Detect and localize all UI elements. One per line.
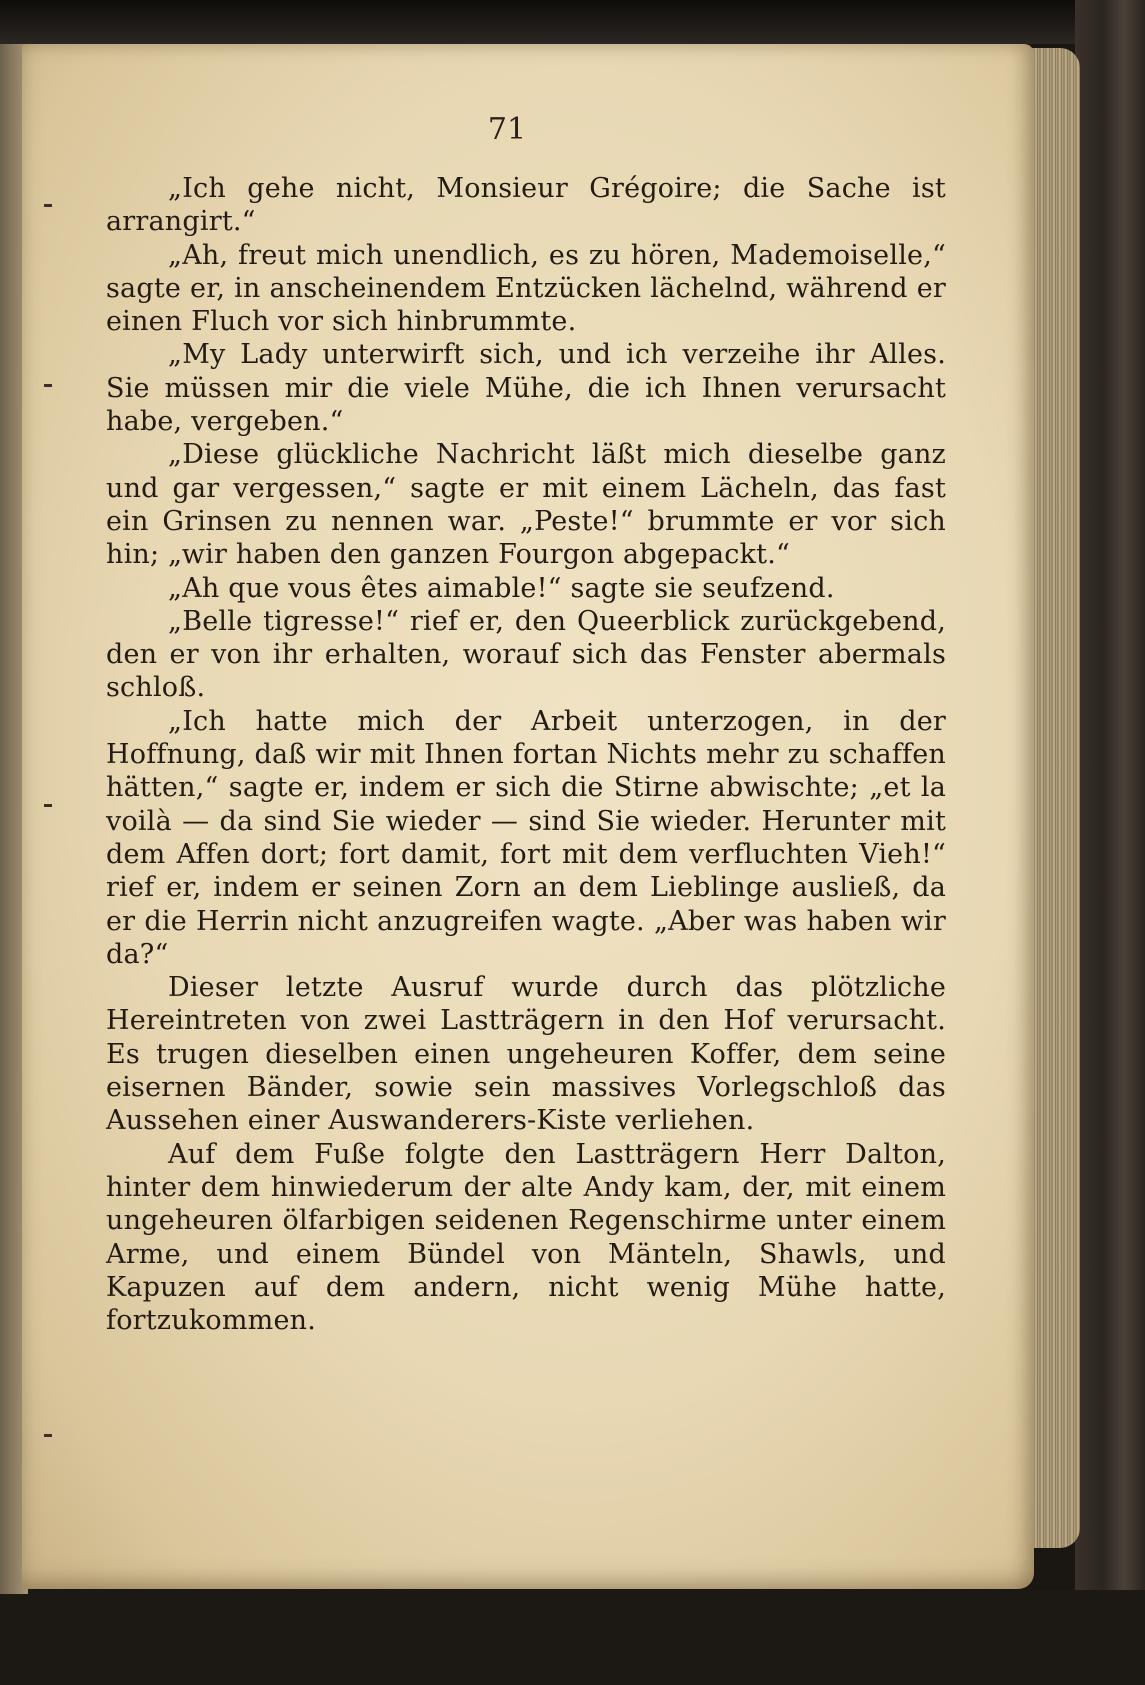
paragraph: „Ich gehe nicht, Monsieur Grégoire; die Sache ist arrangirt.“ <box>106 173 946 238</box>
page-number: 71 <box>487 112 527 147</box>
margin-mark <box>44 804 52 807</box>
scanner-background-bottom <box>0 1590 1145 1685</box>
paragraph: „Diese glückliche Nachricht läßt mich dieselbe ganz und gar vergessen,“ sagte er mit einem Lächeln, das fast ein Grinsen zu nennen war. „Peste!“ brummte er vor sich hin; „wir haben den ganzen Fourgon abgepackt.“ <box>106 439 946 571</box>
margin-mark <box>44 204 52 207</box>
body-text <box>106 172 946 1337</box>
paragraph: „Belle tigresse!“ rief er, den Queerblick zurückgebend, den er von ihr erhalten, worauf sich das Fenster abermals schloß. <box>106 605 946 704</box>
paragraph: „My Lady unterwirft sich, und ich verzeihe ihr Alles. Sie müssen mir die viele Mühe, die ich Ihnen verursacht habe, vergeben.“ <box>106 339 946 438</box>
paragraph: Dieser letzte Ausruf wurde durch das plötzliche Hereintreten von zwei Lastträgern in den Hof verursacht. Es trugen dieselben einen ungeheuren Koffer, dem seine eisernen Bänder, sowie sein massives Vorlegschloß das Aussehen einer Auswanderers-Kiste verliehen. <box>106 972 946 1137</box>
margin-mark <box>44 384 52 387</box>
book-page <box>22 44 1034 1589</box>
margin-mark <box>44 1434 52 1437</box>
paragraph: Auf dem Fuße folgte den Lastträgern Herr Dalton, hinter dem hinwiederum der alte Andy kam, der, mit einem ungeheuren ölfarbigen seidenen Regenschirme unter einem Arme, und einem Bündel von Mänteln, Shawls, und Kapuzen auf dem andern, nicht wenig Mühe hatte, fortzukommen. <box>106 1138 946 1337</box>
book-cover-edge <box>1075 0 1145 1685</box>
paragraph: „Ich hatte mich der Arbeit unterzogen, in der Hoffnung, daß wir mit Ihnen fortan Nichts mehr zu schaffen hätten,“ sagte er, indem er sich die Stirne abwischte; „et la voilà — da sind Sie wieder — sind Sie wieder. Herunter mit dem Affen dort; fort damit, fort mit dem verfluchten Vieh!“ rief er, indem er seinen Zorn an dem Lieblinge ausließ, da er die Herrin nicht anzugreifen wagte. „Aber was haben wir da?“ <box>106 705 946 970</box>
scanner-background-top <box>0 0 1145 44</box>
paragraph: „Ah, freut mich unendlich, es zu hören, Mademoiselle,“ sagte er, in anscheinendem Entzücken lächelnd, während er einen Fluch vor sich hinbrummte. <box>106 239 946 338</box>
paragraph: „Ah que vous êtes aimable!“ sagte sie seufzend. <box>168 572 835 604</box>
